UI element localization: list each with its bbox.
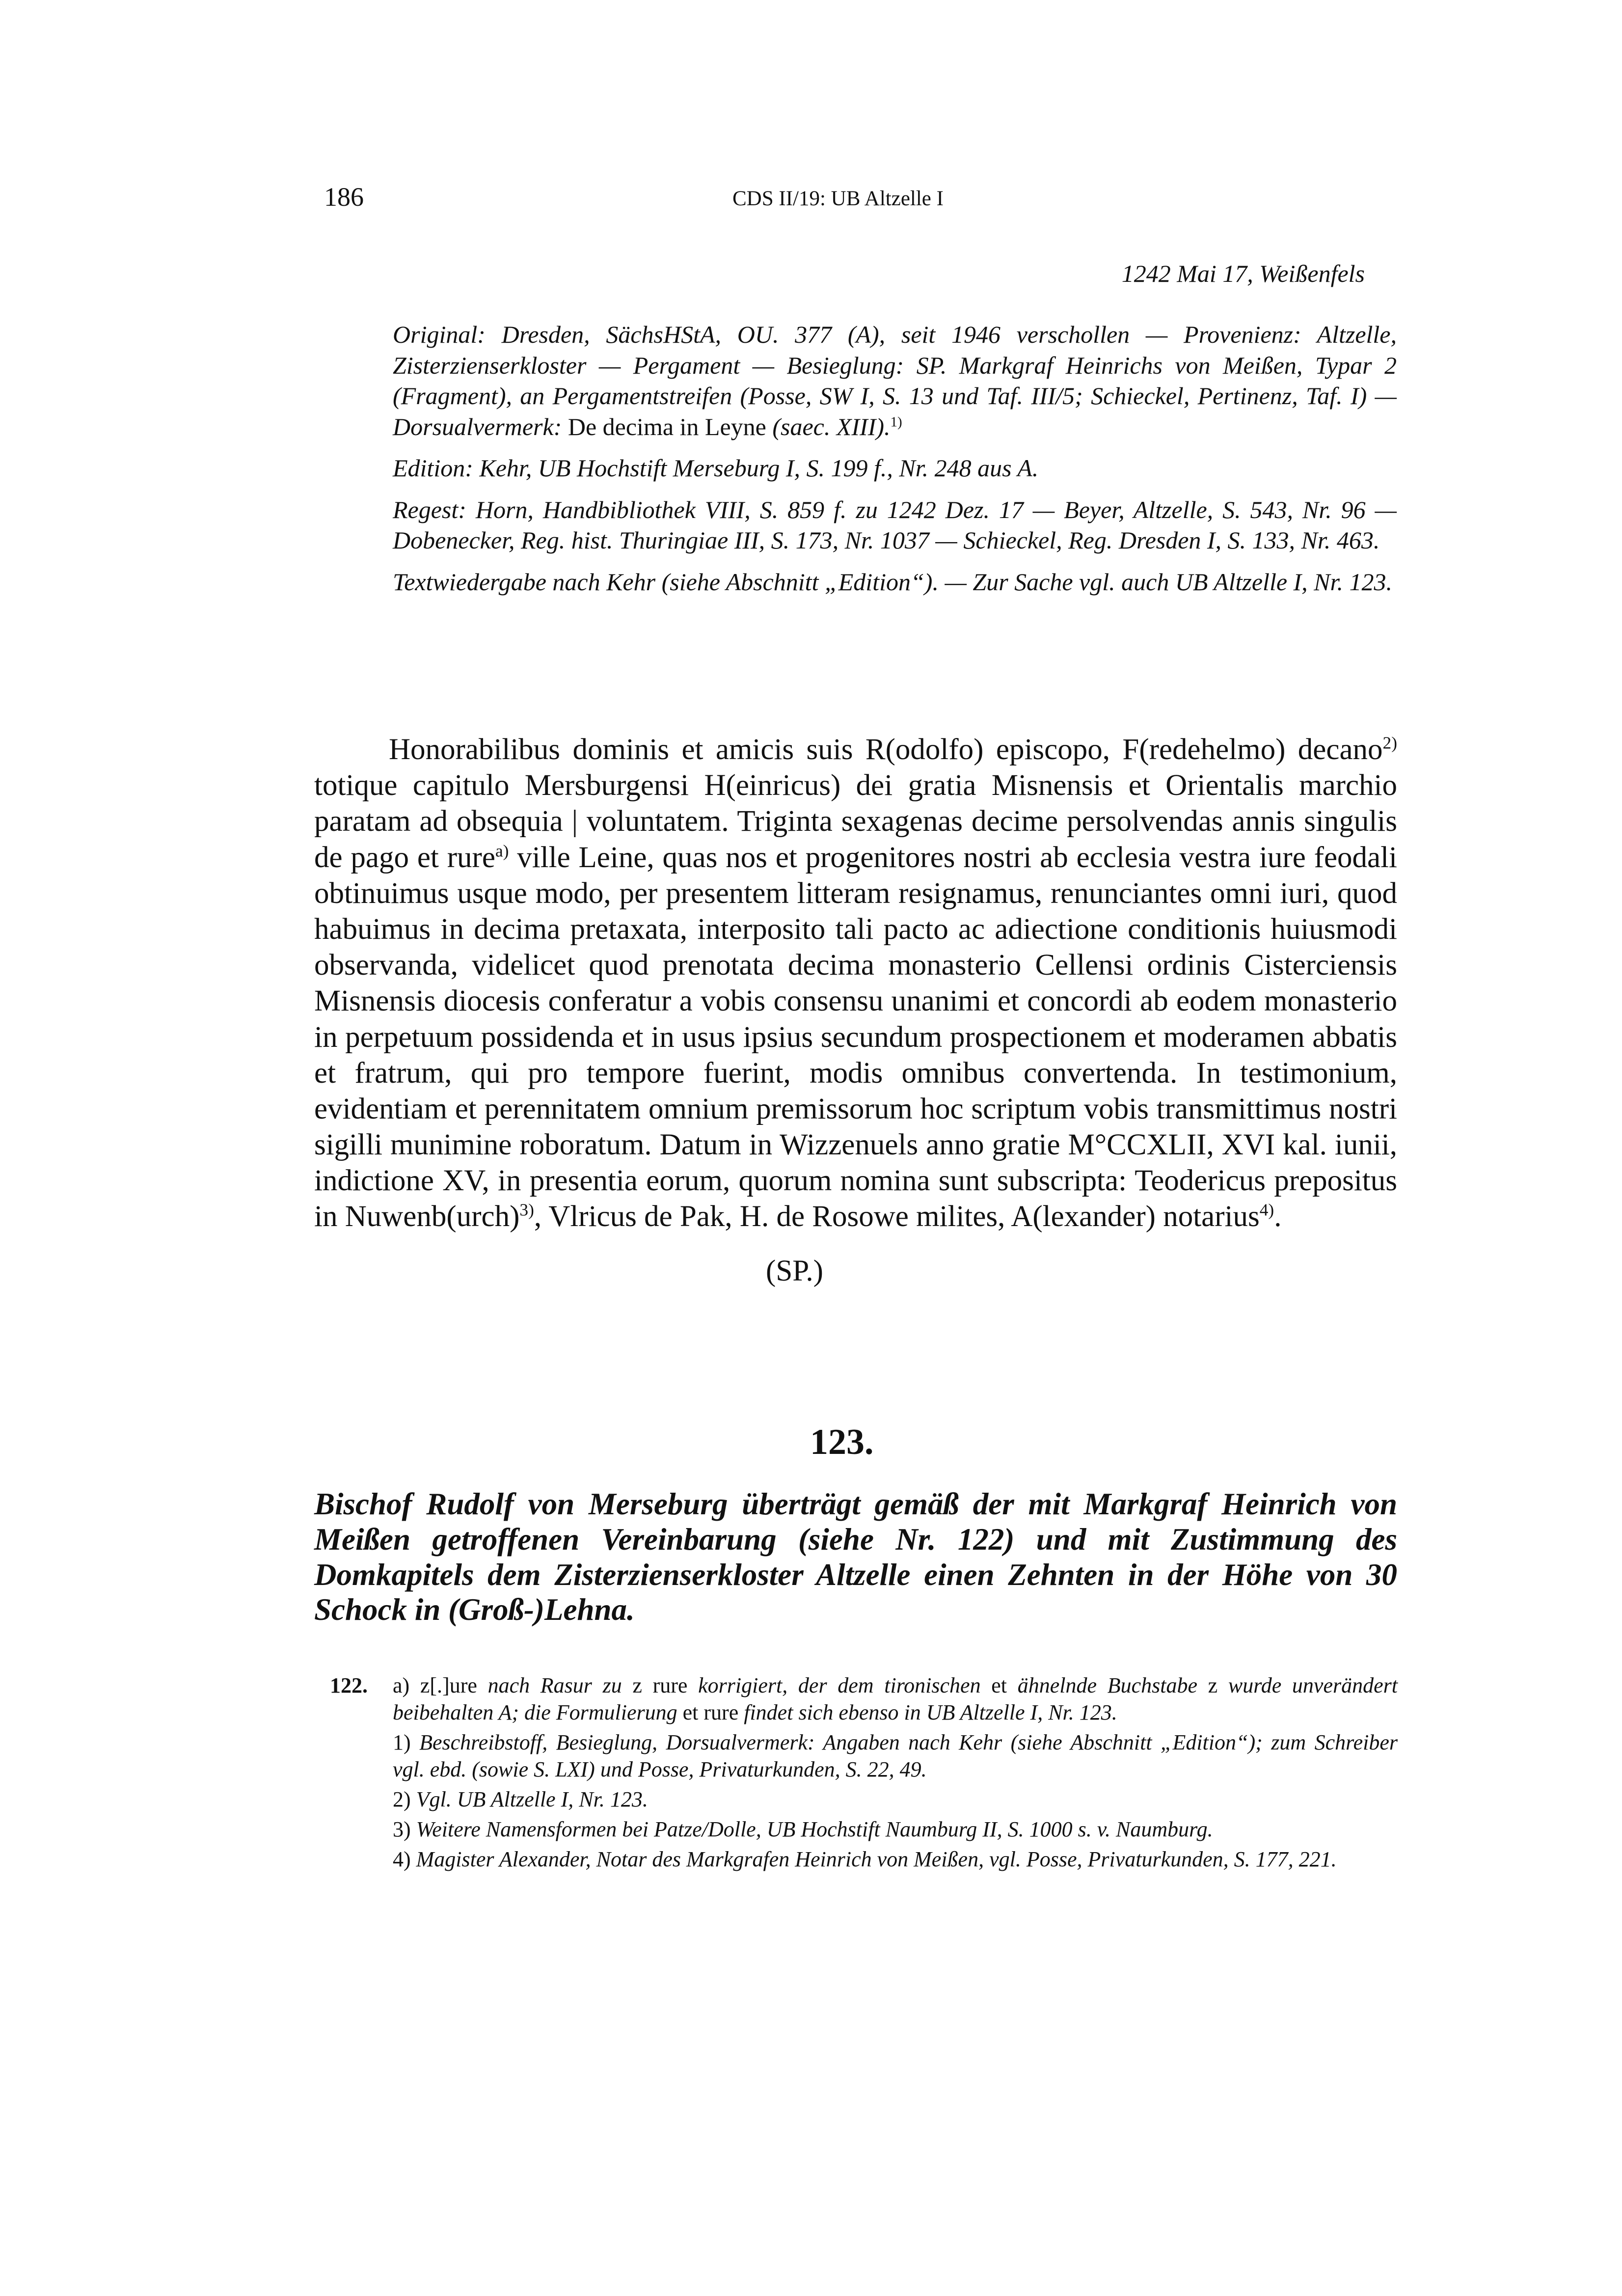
charter-text <box>314 732 1397 1235</box>
footnote-a <box>393 1672 1398 1726</box>
source-metadata <box>393 319 1397 608</box>
note-text: z <box>1208 1673 1218 1697</box>
text-segment: . <box>1274 1200 1282 1233</box>
note-text: findet sich ebenso in UB Altzelle I, Nr. 123. <box>738 1700 1117 1724</box>
footnote-ref: 1) <box>890 413 902 430</box>
note-text: ähnelnde Buchstabe <box>1007 1673 1208 1697</box>
note-text: Weitere Namensformen bei Patze/Dolle, UB Hochstift Naumburg II, S. 1000 s. v. Naumburg. <box>416 1817 1213 1841</box>
note-label: a) <box>393 1673 420 1697</box>
note-text: nach Rasur zu <box>477 1673 633 1697</box>
note-text: Vgl. UB Altzelle I, Nr. 123. <box>416 1787 648 1811</box>
century-note: (saec. XIII). <box>766 412 891 440</box>
running-title: CDS II/19: UB Altzelle I <box>732 187 944 210</box>
note-text: Beschreibstoff, Besieglung, Dorsualvermerk: Angaben nach Kehr (siehe Abschnitt „Edition“); zum Schreiber vgl. ebd. (sowie S. LXI) und Posse, Privaturkunden, S. 22, 49. <box>393 1730 1398 1781</box>
note-text: et <box>991 1673 1007 1697</box>
footnote-doc-label: 122. <box>330 1673 368 1697</box>
note-text: et rure <box>682 1700 739 1724</box>
note-label: 4) <box>393 1847 416 1871</box>
note-label: 3) <box>393 1817 416 1841</box>
text-segment: totique capitulo Mersburgensi H(einricus) dei gratia Misnensis et Orientalis marchio paratam ad obsequia | voluntatem. Triginta sexagenas decime persolvendas annis singulis de pago et rure <box>314 769 1397 874</box>
document-regest: Bischof Rudolf von Merseburg überträgt gemäß der mit Markgraf Heinrich von Meißen getroffenen Vereinbarung (siehe Nr. 122) und mit Zustimmung des Domkapitels dem Zisterzienserkloster Altzelle einen Zehnten in der Höhe von 30 Schock in (Groß-)Lehna. <box>314 1487 1397 1627</box>
note-text: z[.]ure <box>420 1673 477 1697</box>
footnote-1 <box>393 1729 1398 1783</box>
note-text: wurde unverändert beibehalten A; die Formulierung <box>393 1673 1398 1724</box>
note-text: z rure <box>632 1673 688 1697</box>
text-segment: Honorabilibus dominis et amicis suis R(odolfo) episcopo, F(redehelmo) decano <box>389 733 1383 766</box>
note-text: korrigiert, der dem tironischen <box>687 1673 992 1697</box>
original-note <box>393 319 1397 442</box>
dorsual-note-text: De decima in Leyne <box>568 412 766 440</box>
date-line: 1242 Mai 17, Weißenfels <box>1121 260 1365 287</box>
note-text: Magister Alexander, Notar des Markgrafen Heinrich von Meißen, vgl. Posse, Privaturkunden, S. 177, 221. <box>416 1847 1337 1871</box>
text-reproduction-note: Textwiedergabe nach Kehr (siehe Abschnitt „Edition“). — Zur Sache vgl. auch UB Altzelle I, Nr. 123. <box>393 568 1392 596</box>
page-number: 186 <box>324 182 364 212</box>
seal-mark: (SP.) <box>766 1255 823 1287</box>
footnote-4 <box>393 1846 1398 1873</box>
footnote-ref: 4) <box>1259 1200 1274 1220</box>
footnote-ref: 2) <box>1382 733 1397 753</box>
text-segment: ville Leine, quas nos et progenitores nostri ab ecclesia vestra iure feodali obtinuimus usque modo, per presentem litteram resignamus, renunciantes omni iuri, quod habuimus in decima pretaxata, interposito tali pacto ac adiectione conditionis huiusmodi observanda, videlicet quod prenotata decima monasterio Cellensi ordinis Cisterciensis Misnensis diocesis conferatur a vobis consensu unanimi et concordi ab eodem monasterio in perpetuum possidenda et in usus ipsius secundum prospectionem et moderamen abbatis et fratrum, qui pro tempore fuerint, modis omnibus convertenda. In testimonium, evidentiam et perennitatem omnium premissorum hoc scriptum vobis transmittimus nostri sigilli munimine roboratum. Datum in Wizzenuels anno gratie M°CCXLII, XVI kal. iunii, indictione XV, in presentia eorum, quorum nomina sunt subscripta: Teodericus prepositus in Nuwenb(urch) <box>314 841 1398 1233</box>
footnote-ref: 3) <box>519 1200 534 1220</box>
edition-note: Edition: Kehr, UB Hochstift Merseburg I, S. 199 f., Nr. 248 aus A. <box>393 454 1039 482</box>
regest-sources: Regest: Horn, Handbibliothek VIII, S. 859 f. zu 1242 Dez. 17 — Beyer, Altzelle, S. 543, Nr. 96 — Dobenecker, Reg. hist. Thuringiae III, S. 173, Nr. 1037 — Schieckel, Reg. Dresden I, S. 133, Nr. 463. <box>393 495 1397 554</box>
note-label: 2) <box>393 1787 416 1811</box>
note-label: 1) <box>393 1730 420 1754</box>
footnotes <box>330 1672 1398 1876</box>
document-number: 123. <box>810 1422 874 1462</box>
footnote-3 <box>393 1816 1398 1843</box>
text-segment: , Vlricus de Pak, H. de Rosowe milites, A(lexander) notarius <box>534 1200 1260 1233</box>
original-text: Original: Dresden, SächsHStA, OU. 377 (A), seit 1946 verschollen — Provenienz: Altzelle, Zisterzienserkloster — Pergament — Besieglung: SP. Markgraf Heinrichs von Meißen, Typar 2 (Fragment), an Pergamentstreifen (Posse, SW I, S. 13 und Taf. III/5; Schieckel, Pertinenz, Taf. I) — Dorsualvermerk: <box>393 321 1397 440</box>
footnote-ref: a) <box>495 841 509 861</box>
footnote-2 <box>393 1786 1398 1813</box>
